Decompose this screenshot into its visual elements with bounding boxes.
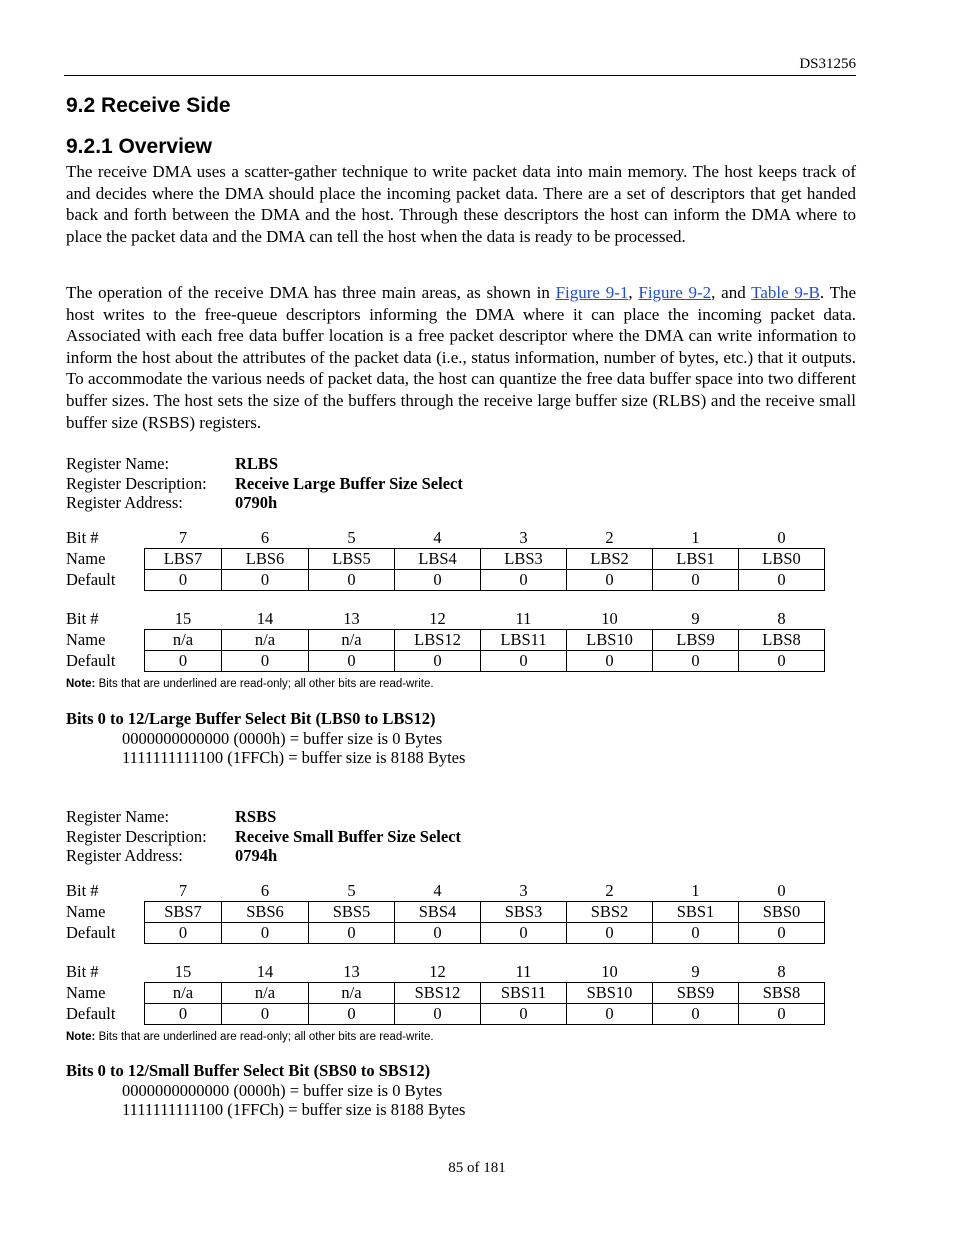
- bit-default-row: [66, 1004, 825, 1025]
- bit-default-cell: 0: [653, 1004, 739, 1025]
- bit-default-cell: 0: [653, 651, 739, 672]
- paragraph-text: ,: [628, 283, 639, 302]
- bit-name-cell: SBS2: [567, 902, 653, 923]
- bit-default-cell: 0: [481, 923, 567, 944]
- register-description-label: Register Description:: [66, 826, 207, 846]
- bit-number-cell: 13: [343, 609, 360, 628]
- bit-name-cell: LBS4: [395, 549, 481, 570]
- bit-name-cell: SBS3: [481, 902, 567, 923]
- bit-name-cell: n/a: [222, 983, 309, 1004]
- register-address: 0790h: [235, 493, 278, 512]
- bit-name-cell: SBS5: [309, 902, 395, 923]
- rsbs-high-bit-table: [66, 962, 825, 1025]
- bit-number-cell: 4: [433, 528, 442, 547]
- paragraph-text: The operation of the receive DMA has three main areas, as shown in: [66, 283, 556, 302]
- bit-number-cell: 1: [691, 881, 700, 900]
- note-prefix: Note:: [66, 678, 96, 690]
- bit-number-cell: 2: [605, 528, 614, 547]
- bit-default-cell: 0: [145, 1004, 222, 1025]
- bit-table: [66, 528, 825, 591]
- bit-name-cell: LBS11: [481, 630, 567, 651]
- bit-default-cell: 0: [739, 923, 825, 944]
- bit-default-cell: 0: [567, 651, 653, 672]
- bit-name-row: [66, 902, 825, 923]
- bit-number-cell: 13: [343, 962, 360, 981]
- bit-name-cell: SBS9: [653, 983, 739, 1004]
- row-label: Bit #: [66, 609, 99, 629]
- row-label: Name: [66, 549, 106, 568]
- bit-number-cell: 5: [347, 528, 356, 547]
- row-label: Default: [66, 570, 116, 589]
- bit-name-cell: SBS11: [481, 983, 567, 1004]
- bit-number-row: [66, 962, 825, 983]
- bit-number-cell: 7: [178, 528, 188, 547]
- bit-number-cell: 6: [260, 528, 270, 547]
- register-name: RSBS: [235, 807, 277, 826]
- bit-number-cell: 9: [691, 962, 700, 981]
- bit-name-cell: LBS0: [739, 549, 825, 570]
- bit-number-cell: 6: [260, 881, 270, 900]
- row-label: Name: [66, 630, 106, 649]
- bit-name-cell: LBS6: [222, 549, 309, 570]
- rsbs-bit-description: [66, 1061, 465, 1120]
- bit-number-cell: 3: [519, 881, 528, 900]
- bit-name-cell: SBS10: [567, 983, 653, 1004]
- paragraph-text: , and: [711, 283, 752, 302]
- bit-default-cell: 0: [481, 570, 567, 591]
- paragraph-text: . The host writes to the free-queue descriptors informing the DMA where it can place the incoming packet data. Associated with each free data buffer location is a free packet descriptor where the DMA can write information to inform the host about the attributes of the packet data (i.e., status information, number of bytes, etc.) that it outputs. To accommodate the various needs of packet data, the host can quantize the free data buffer space into two different buffer sizes. The host sets the size of the buffers through the receive large buffer size (RLBS) and the receive small buffer size (RSBS) registers.: [66, 283, 857, 432]
- bit-name-cell: LBS10: [567, 630, 653, 651]
- row-label: Bit #: [66, 528, 99, 548]
- bit-default-cell: 0: [567, 923, 653, 944]
- bit-name-cell: SBS8: [739, 983, 825, 1004]
- note-prefix: Note:: [66, 1031, 96, 1043]
- row-label: Bit #: [66, 962, 99, 982]
- bit-number-cell: 9: [691, 609, 700, 628]
- register-address-label: Register Address:: [66, 846, 183, 865]
- bit-name-cell: LBS7: [145, 549, 222, 570]
- row-label: Default: [66, 1004, 116, 1023]
- bit-name-row: [66, 983, 825, 1004]
- bit-number-cell: 14: [256, 609, 274, 628]
- bit-default-cell: 0: [145, 570, 222, 591]
- row-label: Name: [66, 902, 106, 921]
- bit-default-cell: 0: [567, 1004, 653, 1025]
- bit-name-cell: n/a: [309, 630, 395, 651]
- register-name-label: Register Name:: [66, 807, 170, 826]
- bit-number-cell: 10: [601, 609, 618, 628]
- register-name: RLBS: [235, 454, 279, 473]
- bit-table: [66, 609, 825, 672]
- bit-number-cell: 7: [178, 881, 188, 900]
- bit-default-cell: 0: [481, 1004, 567, 1025]
- rlbs-high-bit-table: [66, 609, 825, 672]
- bit-default-cell: 0: [395, 570, 481, 591]
- bit-default-cell: 0: [739, 651, 825, 672]
- bit-name-cell: n/a: [222, 630, 309, 651]
- bit-number-cell: 11: [515, 962, 532, 981]
- bit-number-cell: 10: [601, 962, 618, 981]
- row-label: Bit #: [66, 881, 99, 901]
- bit-name-cell: LBS2: [567, 549, 653, 570]
- rsbs-low-bit-table: [66, 881, 825, 944]
- bit-number-cell: 12: [429, 609, 446, 628]
- table-9-b-link[interactable]: Table 9-B: [751, 283, 820, 302]
- rsbs-note: [66, 1031, 434, 1043]
- bit-default-cell: 0: [309, 570, 395, 591]
- bit-name-cell: n/a: [309, 983, 395, 1004]
- bit-name-row: [66, 630, 825, 651]
- bit-default-cell: 0: [395, 923, 481, 944]
- bit-default-cell: 0: [395, 1004, 481, 1025]
- register-address: 0794h: [235, 846, 278, 865]
- bit-default-cell: 0: [567, 570, 653, 591]
- bit-description-title: Bits 0 to 12/Small Buffer Select Bit (SBS0 to SBS12): [66, 1061, 431, 1080]
- bit-description-line: 1111111111100 (1FFCh) = buffer size is 8188 Bytes: [122, 1100, 466, 1119]
- register-description: Receive Large Buffer Size Select: [235, 473, 463, 493]
- bit-name-cell: n/a: [145, 630, 222, 651]
- overview-paragraph-1: The receive DMA uses a scatter-gather technique to write packet data into main memory. The host keeps track of and decides where the DMA should place the incoming packet data. There are a set of descriptors that get handed back and forth between the DMA and the host. Through these descriptors the host can inform the DMA where to place the packet data and the DMA can tell the host when the data is ready to be processed.: [66, 162, 856, 246]
- register-description: Receive Small Buffer Size Select: [235, 826, 462, 846]
- bit-name-cell: SBS12: [395, 983, 481, 1004]
- bit-number-cell: 0: [777, 528, 786, 547]
- bit-number-cell: 15: [174, 609, 192, 628]
- bit-default-cell: 0: [481, 651, 567, 672]
- bit-default-cell: 0: [222, 651, 309, 672]
- bit-default-row: [66, 651, 825, 672]
- bit-description-line: 1111111111100 (1FFCh) = buffer size is 8188 Bytes: [122, 748, 466, 767]
- overview-paragraph-2: [66, 282, 856, 433]
- bit-name-cell: SBS0: [739, 902, 825, 923]
- document-id: DS31256: [799, 56, 856, 72]
- bit-name-cell: LBS8: [739, 630, 825, 651]
- bit-name-cell: LBS12: [395, 630, 481, 651]
- rlbs-bit-description: [66, 709, 465, 768]
- bit-default-row: [66, 570, 825, 591]
- figure-9-2-link[interactable]: Figure 9-2: [638, 283, 712, 302]
- bit-name-cell: LBS3: [481, 549, 567, 570]
- note-text: Bits that are underlined are read-only; all other bits are read-write.: [95, 678, 434, 690]
- bit-number-cell: 11: [515, 609, 532, 628]
- bit-number-cell: 8: [777, 609, 786, 628]
- bit-default-cell: 0: [653, 923, 739, 944]
- bit-number-cell: 8: [777, 962, 786, 981]
- bit-default-cell: 0: [222, 923, 309, 944]
- bit-name-row: [66, 549, 825, 570]
- rlbs-low-bit-table: [66, 528, 825, 591]
- bit-number-row: [66, 528, 825, 549]
- bit-default-cell: 0: [309, 923, 395, 944]
- bit-number-cell: 1: [691, 528, 700, 547]
- bit-default-cell: 0: [222, 570, 309, 591]
- bit-default-row: [66, 923, 825, 944]
- bit-number-cell: 3: [519, 528, 528, 547]
- figure-9-1-link[interactable]: Figure 9-1: [555, 283, 629, 302]
- bit-table: [66, 962, 825, 1025]
- rlbs-register-info: [66, 454, 463, 513]
- rsbs-register-info: [66, 807, 461, 866]
- register-name-label: Register Name:: [66, 454, 170, 473]
- register-description-label: Register Description:: [66, 473, 207, 493]
- bit-number-cell: 4: [433, 881, 442, 900]
- row-label: Name: [66, 983, 106, 1002]
- subsection-heading: 9.2.1 Overview: [66, 135, 212, 158]
- bit-description-line: 0000000000000 (0000h) = buffer size is 0 Bytes: [122, 728, 443, 748]
- register-address-label: Register Address:: [66, 493, 183, 512]
- rlbs-note: [66, 678, 434, 690]
- bit-default-cell: 0: [395, 651, 481, 672]
- note-text: Bits that are underlined are read-only; all other bits are read-write.: [95, 1031, 434, 1043]
- bit-name-cell: SBS7: [145, 902, 222, 923]
- bit-default-cell: 0: [145, 651, 222, 672]
- row-label: Default: [66, 651, 116, 670]
- bit-number-row: [66, 881, 825, 902]
- bit-number-row: [66, 609, 825, 630]
- bit-default-cell: 0: [309, 651, 395, 672]
- row-label: Default: [66, 923, 116, 942]
- bit-number-cell: 14: [256, 962, 274, 981]
- bit-default-cell: 0: [145, 923, 222, 944]
- section-heading: 9.2 Receive Side: [66, 94, 231, 117]
- bit-default-cell: 0: [739, 1004, 825, 1025]
- header-rule: [64, 75, 856, 76]
- bit-name-cell: n/a: [145, 983, 222, 1004]
- bit-name-cell: LBS5: [309, 549, 395, 570]
- bit-description-line: 0000000000000 (0000h) = buffer size is 0 Bytes: [122, 1080, 443, 1100]
- bit-name-cell: LBS1: [653, 549, 739, 570]
- bit-table: [66, 881, 825, 944]
- bit-number-cell: 5: [347, 881, 356, 900]
- bit-default-cell: 0: [222, 1004, 309, 1025]
- bit-name-cell: LBS9: [653, 630, 739, 651]
- bit-number-cell: 15: [174, 962, 192, 981]
- bit-description-title: Bits 0 to 12/Large Buffer Select Bit (LBS0 to LBS12): [66, 709, 436, 728]
- bit-default-cell: 0: [653, 570, 739, 591]
- bit-number-cell: 2: [605, 881, 614, 900]
- bit-default-cell: 0: [309, 1004, 395, 1025]
- bit-number-cell: 12: [429, 962, 446, 981]
- bit-name-cell: SBS6: [222, 902, 309, 923]
- bit-name-cell: SBS4: [395, 902, 481, 923]
- page-number: 85 of 181: [448, 1160, 506, 1176]
- bit-default-cell: 0: [739, 570, 825, 591]
- bit-number-cell: 0: [777, 881, 786, 900]
- bit-name-cell: SBS1: [653, 902, 739, 923]
